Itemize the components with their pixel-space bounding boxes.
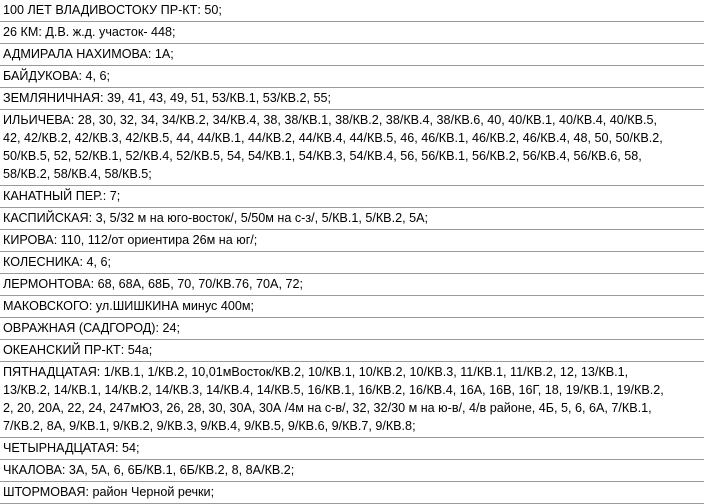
- list-item: ЧЕТЫРНАДЦАТАЯ: 54;: [0, 438, 704, 460]
- list-item: [0, 110, 704, 186]
- list-item: ОВРАЖНАЯ (САДГОРОД): 24;: [0, 318, 704, 340]
- list-item: 26 КМ: Д.В. ж.д. участок- 448;: [0, 22, 704, 44]
- list-item: ОКЕАНСКИЙ ПР-КТ: 54а;: [0, 340, 704, 362]
- list-item: КАСПИЙСКАЯ: 3, 5/32 м на юго-восток/, 5/50м на с-з/, 5/КВ.1, 5/КВ.2, 5А;: [0, 208, 704, 230]
- list-item: АДМИРАЛА НАХИМОВА: 1А;: [0, 44, 704, 66]
- list-item: ЗЕМЛЯНИЧНАЯ: 39, 41, 43, 49, 51, 53/КВ.1, 53/КВ.2, 55;: [0, 88, 704, 110]
- list-item: МАКОВСКОГО: ул.ШИШКИНА минус 400м;: [0, 296, 704, 318]
- list-item: 100 ЛЕТ ВЛАДИВОСТОКУ ПР-КТ: 50;: [0, 0, 704, 22]
- list-item: КИРОВА: 110, 112/от ориентира 26м на юг/;: [0, 230, 704, 252]
- list-item: ЛЕРМОНТОВА: 68, 68А, 68Б, 70, 70/КВ.76, 70А, 72;: [0, 274, 704, 296]
- list-item-line: 7/КВ.2, 8А, 9/КВ.1, 9/КВ.2, 9/КВ.3, 9/КВ.4, 9/КВ.5, 9/КВ.6, 9/КВ.7, 9/КВ.8;: [3, 419, 416, 433]
- list-item-line: 13/КВ.2, 14/КВ.1, 14/КВ.2, 14/КВ.3, 14/КВ.4, 14/КВ.5, 16/КВ.1, 16/КВ.2, 16/КВ.4, 16А, 16В, 16Г, 18, 19/КВ.1, 19/КВ.2,: [3, 383, 664, 397]
- list-item: КОЛЕСНИКА: 4, 6;: [0, 252, 704, 274]
- list-item-line: ПЯТНАДЦАТАЯ: 1/КВ.1, 1/КВ.2, 10,01мВосток/КВ.2, 10/КВ.1, 10/КВ.2, 10/КВ.3, 11/КВ.1, 11/КВ.2, 12, 13/КВ.1,: [3, 365, 629, 379]
- list-item-line: 42, 42/КВ.2, 42/КВ.3, 42/КВ.5, 44, 44/КВ.1, 44/КВ.2, 44/КВ.4, 44/КВ.5, 46, 46/КВ.1, 46/КВ.2, 46/КВ.4, 48, 50, 50/КВ.2,: [3, 131, 663, 145]
- list-item: КАНАТНЫЙ ПЕР.: 7;: [0, 186, 704, 208]
- list-item: БАЙДУКОВА: 4, 6;: [0, 66, 704, 88]
- list-item-line: 58/КВ.2, 58/КВ.4, 58/КВ.5;: [3, 167, 152, 181]
- list-item: ШТОРМОВАЯ: район Черной речки;: [0, 482, 704, 504]
- list-item-line: ИЛЬИЧЕВА: 28, 30, 32, 34, 34/КВ.2, 34/КВ.4, 38, 38/КВ.1, 38/КВ.2, 38/КВ.4, 38/КВ.6, 40, 40/КВ.1, 40/КВ.4, 40/КВ.5,: [3, 113, 658, 127]
- list-item-line: 2, 20, 20А, 22, 24, 247мЮЗ, 26, 28, 30, 30А, 30А /4м на с-в/, 32, 32/30 м на ю-в/, 4/в районе, 4Б, 5, 6, 6А, 7/КВ.1,: [3, 401, 652, 415]
- list-item-line: 50/КВ.5, 52, 52/КВ.1, 52/КВ.4, 52/КВ.5, 54, 54/КВ.1, 54/КВ.3, 54/КВ.4, 56, 56/КВ.1, 56/КВ.2, 56/КВ.4, 56/КВ.6, 58,: [3, 149, 642, 163]
- list-item: ЧКАЛОВА: 3А, 5А, 6, 6Б/КВ.1, 6Б/КВ.2, 8, 8А/КВ.2;: [0, 460, 704, 482]
- list-item: [0, 362, 704, 438]
